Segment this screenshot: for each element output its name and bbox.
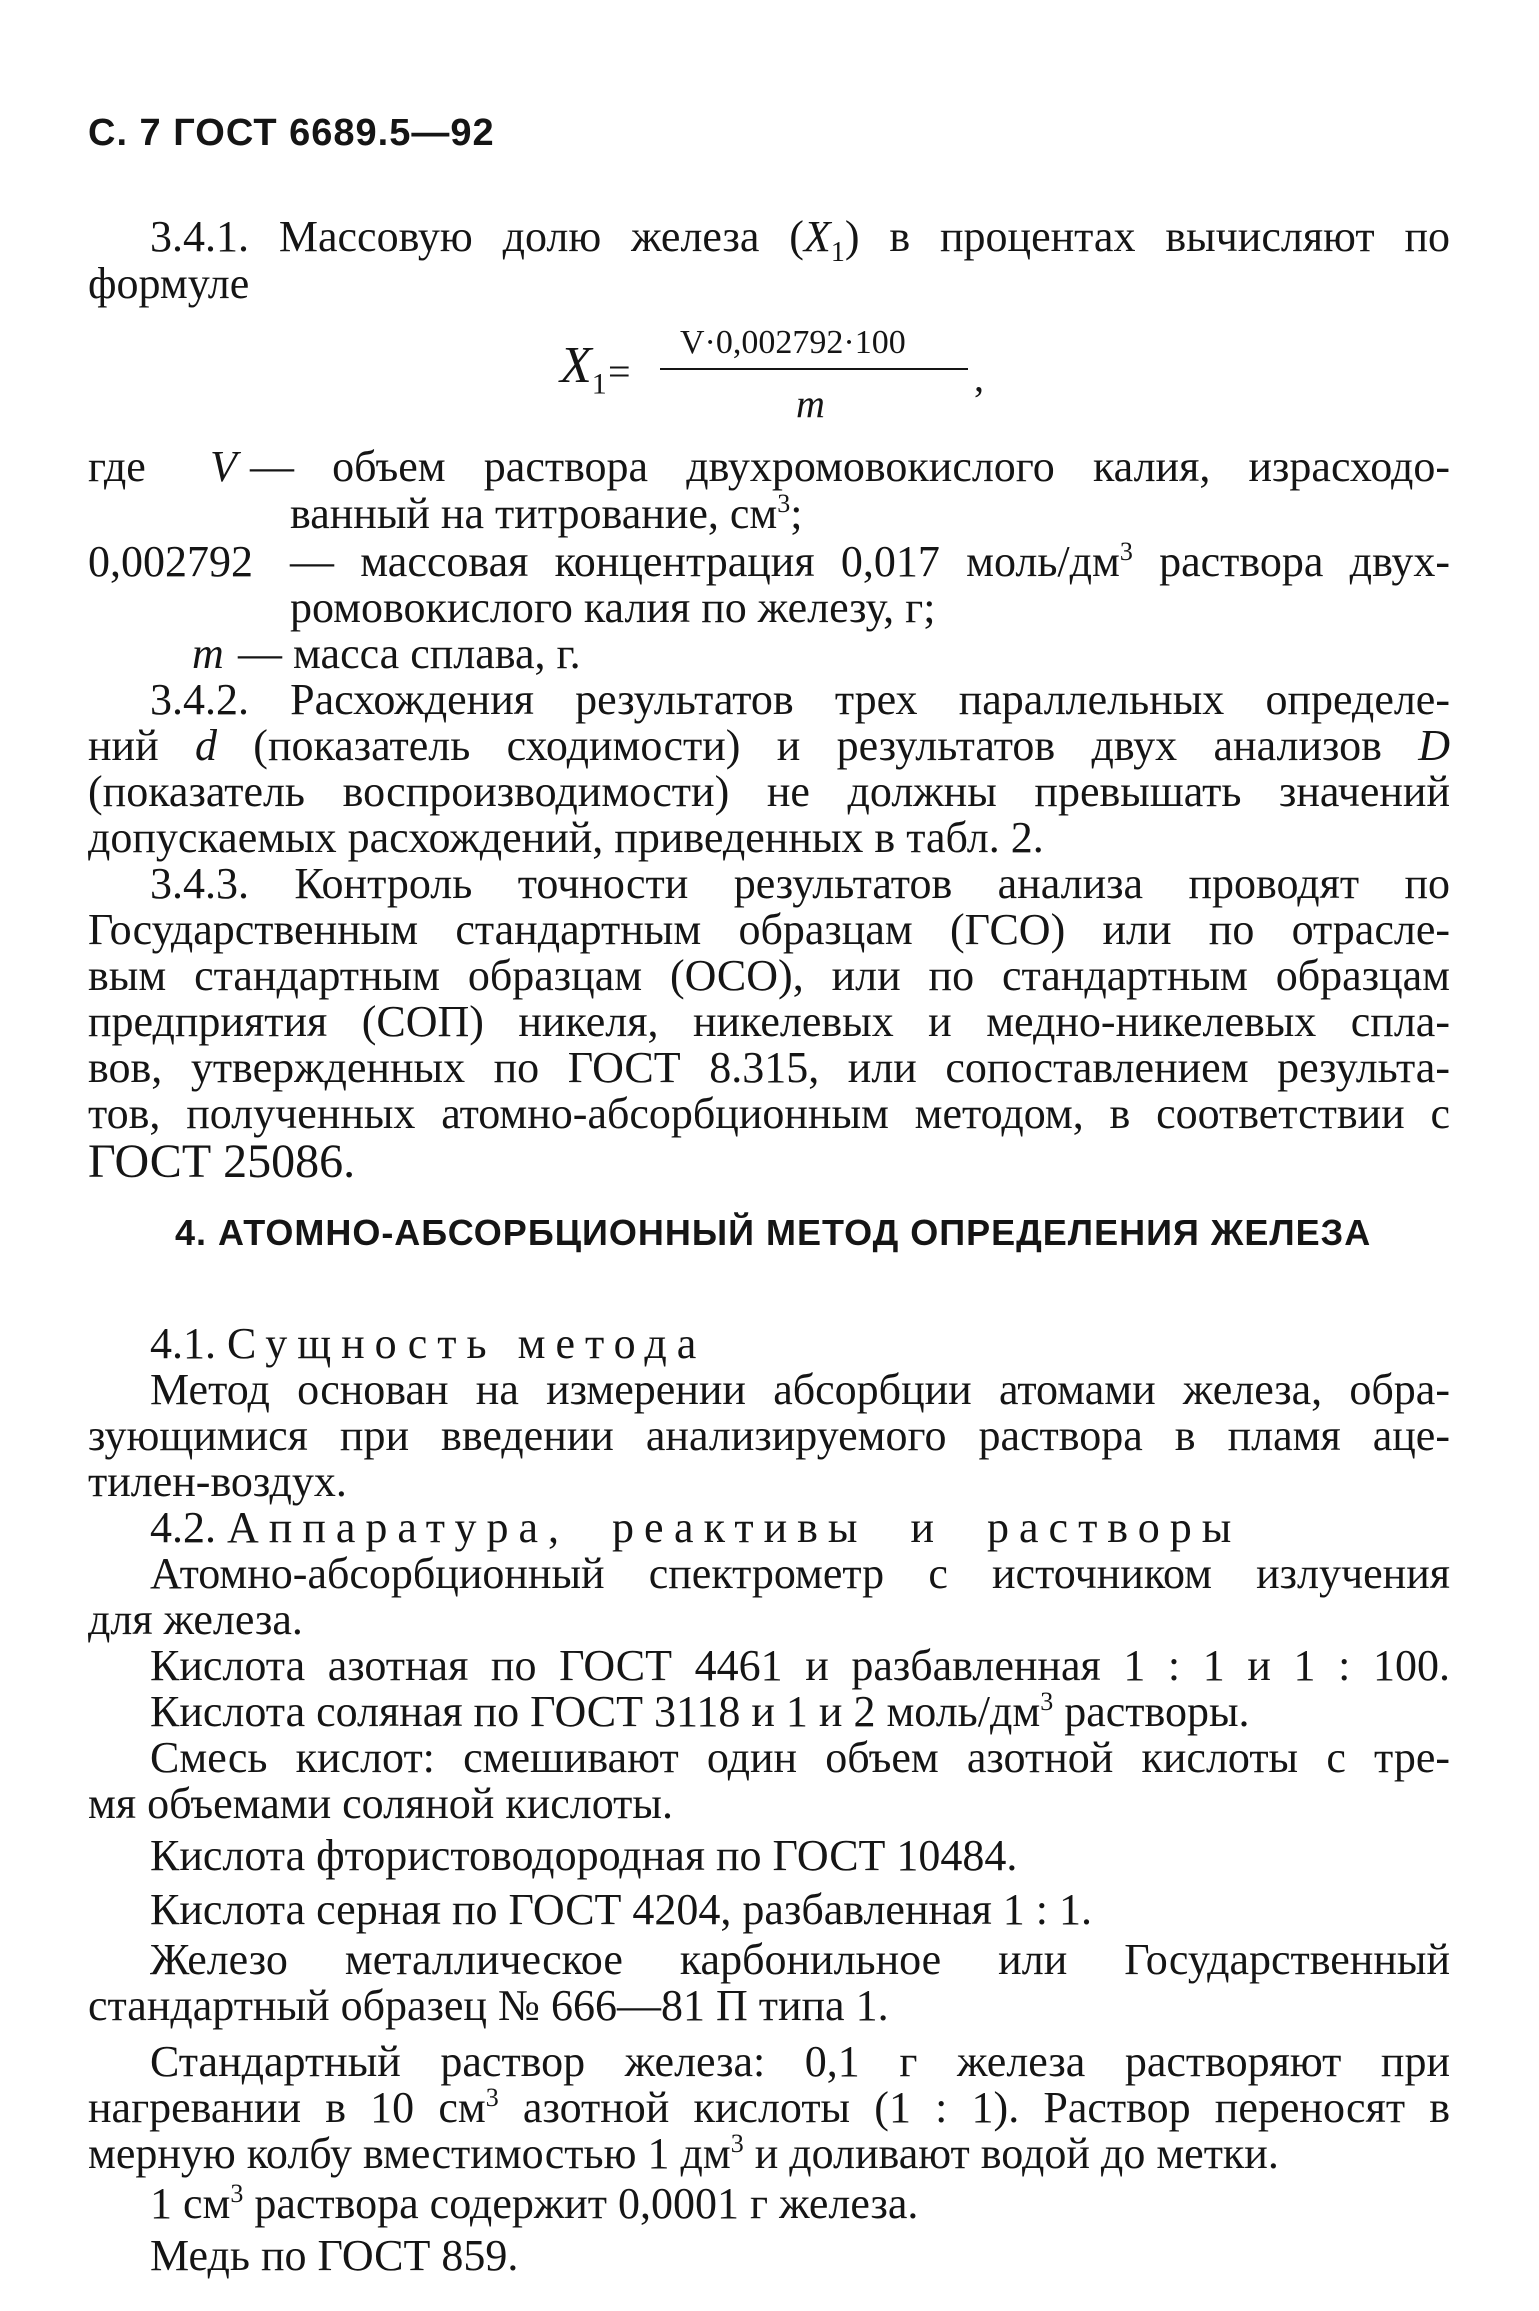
p42-line12: нагревании в 10 $см^3$ азотной кислоты (1 : 1). Раствор переносят в xyxy=(88,2083,1451,2132)
where-v-desc2: ванный на титрование, $см^3$; xyxy=(290,489,803,538)
p41-line1: Метод основан на измерении абсорбции атомами железа, обра- xyxy=(150,1365,1450,1414)
p42-line15: Медь по ГОСТ 859. xyxy=(150,2231,519,2280)
p42-line13: мерную колбу вместимостью 1 $дм^3$ и доливают водой до метки. xyxy=(88,2129,1279,2178)
p41-heading: 4.1. Сущность метода xyxy=(150,1319,707,1368)
p342-line3: (показатель воспроизводимости) не должны превышать значений xyxy=(88,767,1450,816)
formula-numerator: V·0,002792·100 xyxy=(680,324,906,361)
page-header: С. 7 ГОСТ 6689.5—92 xyxy=(88,112,495,154)
p342-line4: допускаемых расхождений, приведенных в табл. 2. xyxy=(88,813,1044,862)
p42-line9: Железо металлическое карбонильное или Государственный xyxy=(150,1935,1450,1984)
formula-lhs: $X_1$ xyxy=(560,337,607,401)
where-m-desc: — масса сплава, г. xyxy=(238,629,581,678)
p42-line1: Атомно-абсорбционный спектрометр с источником излучения xyxy=(150,1549,1450,1598)
p343-line4: предприятия (СОП) никеля, никелевых и медно-никелевых спла- xyxy=(88,997,1450,1046)
where-v-symbol: V xyxy=(210,442,237,491)
p42-line7: Кислота фтористоводородная по ГОСТ 10484. xyxy=(150,1831,1018,1880)
formula-denominator: m xyxy=(796,381,825,426)
p342-line2: ний d (показатель сходимости) и результатов двух анализов D xyxy=(88,721,1450,770)
p42-line8: Кислота серная по ГОСТ 4204, разбавленная 1 : 1. xyxy=(150,1885,1093,1934)
p42-heading: 4.2. Аппаратура, реактивы и растворы xyxy=(150,1503,1242,1552)
where-label: где xyxy=(88,442,146,491)
p42-line3: Кислота азотная по ГОСТ 4461 и разбавленная 1 : 1 и 1 : 100. xyxy=(150,1641,1450,1690)
p41-line2: зующимися при введении анализируемого раствора в пламя аце- xyxy=(88,1411,1450,1460)
p42-line11: Стандартный раствор железа: 0,1 г железа растворяют при xyxy=(150,2037,1450,2086)
p343-line5: вов, утвержденных по ГОСТ 8.315, или сопоставлением результа- xyxy=(88,1043,1450,1092)
p41-line3: тилен-воздух. xyxy=(88,1457,347,1506)
formula-equals: = xyxy=(608,349,631,394)
p342-line1: 3.4.2. Расхождения результатов трех параллельных определе- xyxy=(150,675,1450,724)
p42-line10: стандартный образец № 666—81 П типа 1. xyxy=(88,1981,889,2030)
p42-line14: 1 $см^3$ раствора содержит 0,0001 г железа. xyxy=(150,2179,919,2228)
p42-line4: Кислота соляная по ГОСТ 3118 и 1 и 2 моль/$дм^3$ растворы. xyxy=(150,1687,1250,1736)
p343-line3: вым стандартным образцам (ОСО), или по стандартным образцам xyxy=(88,951,1450,1000)
p343-line6: тов, полученных атомно-абсорбционным методом, в соответствии с xyxy=(88,1089,1450,1138)
p343-line1: 3.4.3. Контроль точности результатов анализа проводят по xyxy=(150,859,1450,908)
p341-line2: формуле xyxy=(88,259,250,308)
where-c-symbol: 0,002792 xyxy=(88,537,253,586)
p42-line2: для железа. xyxy=(88,1595,303,1644)
p341-line1: 3.4.1. Массовую долю железа $(X_1)$ в процентах вычисляют по xyxy=(150,212,1450,268)
p42-line6: мя объемами соляной кислоты. xyxy=(88,1779,673,1828)
iron-fraction-formula xyxy=(560,320,1020,430)
formula-comma: , xyxy=(974,355,984,400)
p343-line2: Государственным стандартным образцам (ГСО) или по отрасле- xyxy=(88,905,1450,954)
where-c-desc1: — массовая концентрация 0,017 моль/$дм^3$ раствора двух- xyxy=(290,537,1450,586)
where-v-desc1: — объем раствора двухромовокислого калия, израсходо- xyxy=(250,442,1450,491)
formula-fraction-bar xyxy=(660,368,968,370)
p343-line7: ГОСТ 25086. xyxy=(88,1135,356,1188)
where-m-symbol: m xyxy=(192,629,224,678)
section-4-title: 4. АТОМНО-АБСОРБЦИОННЫЙ МЕТОД ОПРЕДЕЛЕНИЯ ЖЕЛЕЗА xyxy=(175,1212,1372,1253)
p42-line5: Смесь кислот: смешивают один объем азотной кислоты с тре- xyxy=(150,1733,1450,1782)
where-c-desc2: ромовокислого калия по железу, г; xyxy=(290,583,936,632)
